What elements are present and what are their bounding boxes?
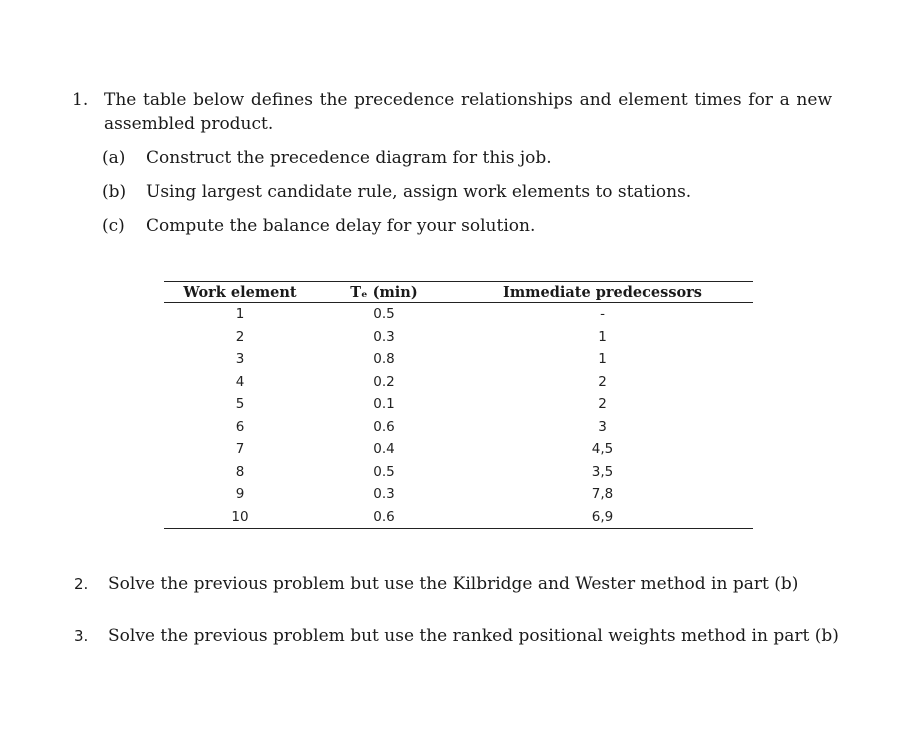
cell-element-time: 0.3 bbox=[373, 486, 395, 503]
question-1-number: 1. bbox=[72, 90, 89, 110]
cell-element-time: 0.1 bbox=[373, 396, 395, 413]
table-row bbox=[164, 483, 753, 506]
cell-predecessors: 7,8 bbox=[591, 486, 614, 503]
cell-work-element: 9 bbox=[235, 486, 245, 503]
table-row bbox=[164, 393, 753, 416]
cell-element-time: 0.5 bbox=[373, 306, 395, 323]
cell-work-element: 1 bbox=[235, 306, 245, 323]
table-row bbox=[164, 506, 753, 529]
table-row bbox=[164, 326, 753, 349]
part-c-text: Compute the balance delay for your solution. bbox=[146, 216, 536, 236]
cell-work-element: 4 bbox=[235, 373, 245, 390]
cell-element-time: 0.2 bbox=[373, 373, 395, 390]
part-c-letter: (c) bbox=[102, 216, 125, 236]
question-2-number: 2. bbox=[74, 575, 89, 593]
part-b-text: Using largest candidate rule, assign work elements to stations. bbox=[146, 182, 692, 202]
cell-predecessors: 4,5 bbox=[591, 441, 614, 458]
cell-element-time: 0.5 bbox=[373, 463, 395, 480]
part-a-letter: (a) bbox=[102, 148, 126, 168]
question-1-part-c bbox=[102, 214, 535, 238]
part-b-letter: (b) bbox=[102, 182, 127, 202]
table-row bbox=[164, 416, 753, 439]
cell-predecessors: 2 bbox=[598, 373, 607, 390]
cell-work-element: 7 bbox=[235, 441, 245, 458]
part-a-text: Construct the precedence diagram for this job. bbox=[146, 148, 552, 168]
question-1-part-b bbox=[102, 180, 691, 204]
cell-work-element: 6 bbox=[235, 418, 245, 435]
table-header-row bbox=[164, 282, 753, 303]
header-element-time: Tₑ (min) bbox=[316, 282, 452, 303]
cell-element-time: 0.8 bbox=[373, 351, 395, 368]
question-3-number: 3. bbox=[74, 627, 89, 645]
table-row bbox=[164, 461, 753, 484]
cell-work-element: 5 bbox=[235, 396, 245, 413]
cell-element-time: 0.6 bbox=[316, 506, 452, 529]
cell-element-time: 0.3 bbox=[373, 328, 395, 345]
question-3 bbox=[74, 624, 839, 648]
question-3-text: Solve the previous problem but use the ranked positional weights method in part (b) bbox=[108, 626, 839, 646]
cell-predecessors: 1 bbox=[598, 351, 607, 368]
cell-predecessors: 6,9 bbox=[452, 506, 753, 529]
cell-work-element: 10 bbox=[164, 506, 316, 529]
table-row bbox=[164, 348, 753, 371]
table-row bbox=[164, 371, 753, 394]
question-1-text: The table below defines the precedence relationships and element times for a new assembled product. bbox=[104, 90, 832, 134]
cell-predecessors: 1 bbox=[598, 328, 607, 345]
question-2-text: Solve the previous problem but use the Kilbridge and Wester method in part (b) bbox=[108, 574, 799, 594]
table-row bbox=[164, 438, 753, 461]
cell-predecessors: 3 bbox=[598, 418, 607, 435]
question-1 bbox=[72, 88, 832, 136]
question-1-part-a bbox=[102, 146, 552, 170]
cell-work-element: 8 bbox=[235, 463, 245, 480]
cell-element-time: 0.4 bbox=[373, 441, 395, 458]
header-work-element: Work element bbox=[164, 282, 316, 303]
cell-element-time: 0.6 bbox=[373, 418, 395, 435]
cell-work-element: 3 bbox=[235, 351, 245, 368]
table-row bbox=[164, 303, 753, 326]
question-2 bbox=[74, 572, 798, 596]
cell-predecessors: - bbox=[600, 306, 605, 323]
cell-work-element: 2 bbox=[235, 328, 245, 345]
cell-predecessors: 2 bbox=[598, 396, 607, 413]
cell-predecessors: 3,5 bbox=[591, 463, 614, 480]
precedence-table bbox=[164, 281, 753, 529]
header-immediate-predecessors: Immediate predecessors bbox=[452, 282, 753, 303]
